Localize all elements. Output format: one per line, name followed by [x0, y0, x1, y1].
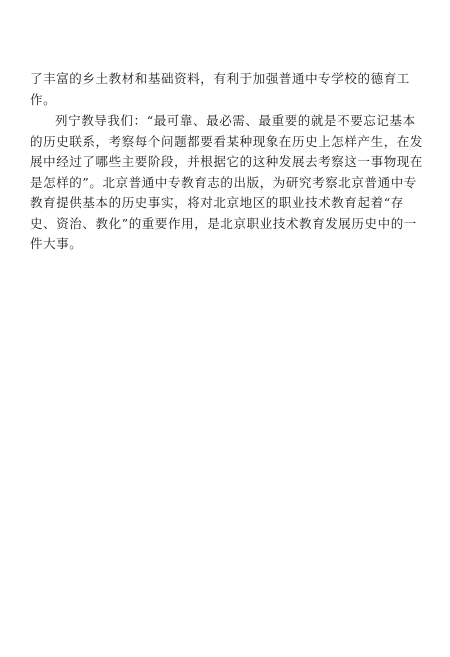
text-line: 了丰富的乡土教材和基础资料，有利于加强普通中专学校的德育工 — [30, 71, 410, 86]
text-line: 教育提供基本的历史事实，将对北京地区的职业技术教育起着“存 — [30, 195, 404, 210]
text-line: 史、资治、教化”的重要作用，是北京职业技术教育发展历史中的一 — [30, 215, 417, 231]
text-line: 作。 — [30, 91, 57, 107]
paragraph-start-line: 列宁教导我们：“最可靠、最必需、最重要的就是不要忘记基本 — [55, 113, 416, 128]
text-line: 件大事。 — [30, 236, 83, 251]
body-text — [30, 69, 422, 255]
text-line: 的历史联系，考察每个问题都要看某种现象在历史上怎样产生，在发 — [30, 133, 424, 149]
text-line: 是怎样的”。北京普通中专教育志的出版，为研究考察北京普通中专 — [30, 174, 417, 190]
text-line: 展中经过了哪些主要阶段，并根据它的这种发展去考察这一事物现在 — [30, 154, 424, 169]
